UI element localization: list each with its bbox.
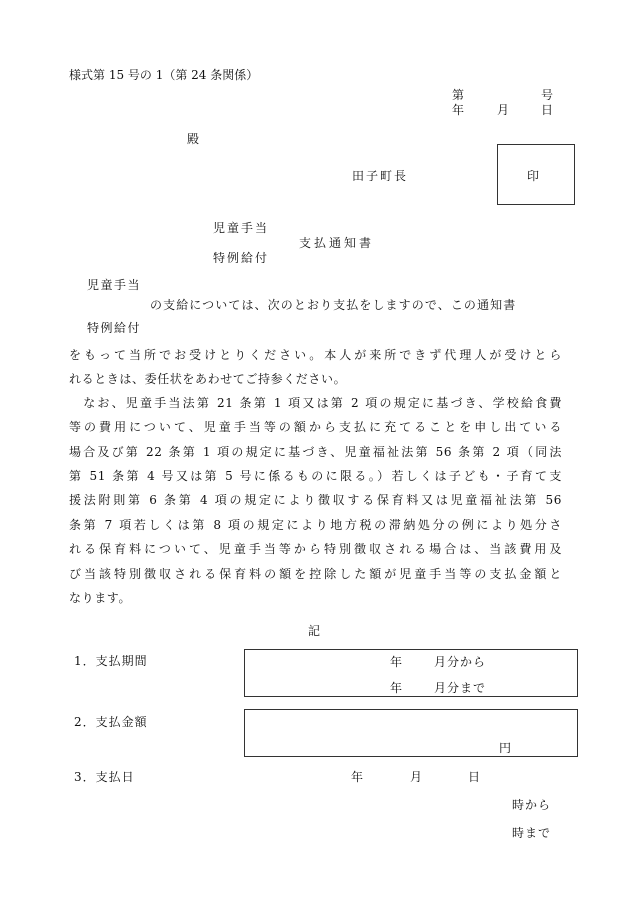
- body-line: なります。: [69, 591, 132, 605]
- document-number-prefix: 第: [452, 88, 465, 102]
- body-line: 場合及び第 22 条第 1 項の規定に基づき、児童福祉法第 56 条第 2 項（同法: [69, 445, 562, 459]
- title-choice-special-benefit: 特例給付: [213, 251, 270, 265]
- body-line: 援法附則第 6 条第 4 項の規定により徴収する保育料又は児童福祉法第 56: [69, 493, 562, 507]
- time-to-label: 時まで: [512, 826, 552, 840]
- time-from-label: 時から: [512, 798, 552, 812]
- intro-text: の支給については、次のとおり支払をしますので、この通知書: [150, 298, 517, 312]
- date-day-label: 日: [541, 103, 554, 117]
- body-line: 条第 7 項若しくは第 8 項の規定により地方税の滞納処分の例により処分さ: [69, 518, 562, 532]
- date-month-label: 月: [497, 103, 510, 117]
- issuer-name: 田子町長: [352, 169, 409, 183]
- intro-choice-special-benefit: 特例給付: [87, 321, 142, 335]
- body-line: なお、児童手当法第 21 条第 1 項又は第 2 項の規定に基づき、学校給食費: [69, 396, 562, 410]
- body-line: 第 51 条第 4 号又は第 5 号に係るものに限る。）若しくは子ども・子育て支: [69, 469, 562, 483]
- period-to-text: 月分まで: [434, 681, 487, 695]
- payment-date-month-label: 月: [410, 770, 423, 784]
- payment-date-year-label: 年: [351, 770, 364, 784]
- payment-period-label: 1．支払期間: [74, 654, 148, 668]
- body-line: をもって当所でお受けとりください。本人が来所できず代理人が受けとら: [69, 348, 562, 362]
- intro-choice-child-allowance: 児童手当: [87, 278, 142, 292]
- form-number: 様式第 15 号の 1（第 24 条関係）: [69, 68, 259, 82]
- seal-label: 印: [527, 169, 540, 183]
- document-number-suffix: 号: [541, 88, 554, 102]
- body-line: れる保育料について、児童手当等から特別徴収される場合は、当該費用及: [69, 542, 562, 556]
- payment-date-label: 3．支払日: [74, 770, 135, 784]
- payment-period-box: [244, 649, 578, 697]
- seal-box: [497, 144, 575, 205]
- period-to-year-label: 年: [390, 681, 403, 695]
- payment-amount-box: [244, 709, 578, 757]
- ki-label: 記: [308, 624, 321, 638]
- addressee-suffix: 殿: [187, 132, 200, 146]
- period-from-text: 月分から: [434, 655, 487, 669]
- body-line: れるときは、委任状をあわせてご持参ください。: [69, 372, 347, 386]
- payment-amount-label: 2．支払金額: [74, 715, 148, 729]
- payment-date-day-label: 日: [468, 770, 481, 784]
- body-line: び当該特別徴収される保育料の額を控除した額が児童手当等の支払金額と: [69, 567, 562, 581]
- body-line: 等の費用について、児童手当等の額から支払に充てることを申し出ている: [69, 420, 562, 434]
- date-year-label: 年: [452, 103, 465, 117]
- period-from-year-label: 年: [390, 655, 403, 669]
- amount-unit: 円: [499, 741, 512, 755]
- page-title: 支払通知書: [299, 236, 375, 250]
- title-choice-child-allowance: 児童手当: [213, 221, 270, 235]
